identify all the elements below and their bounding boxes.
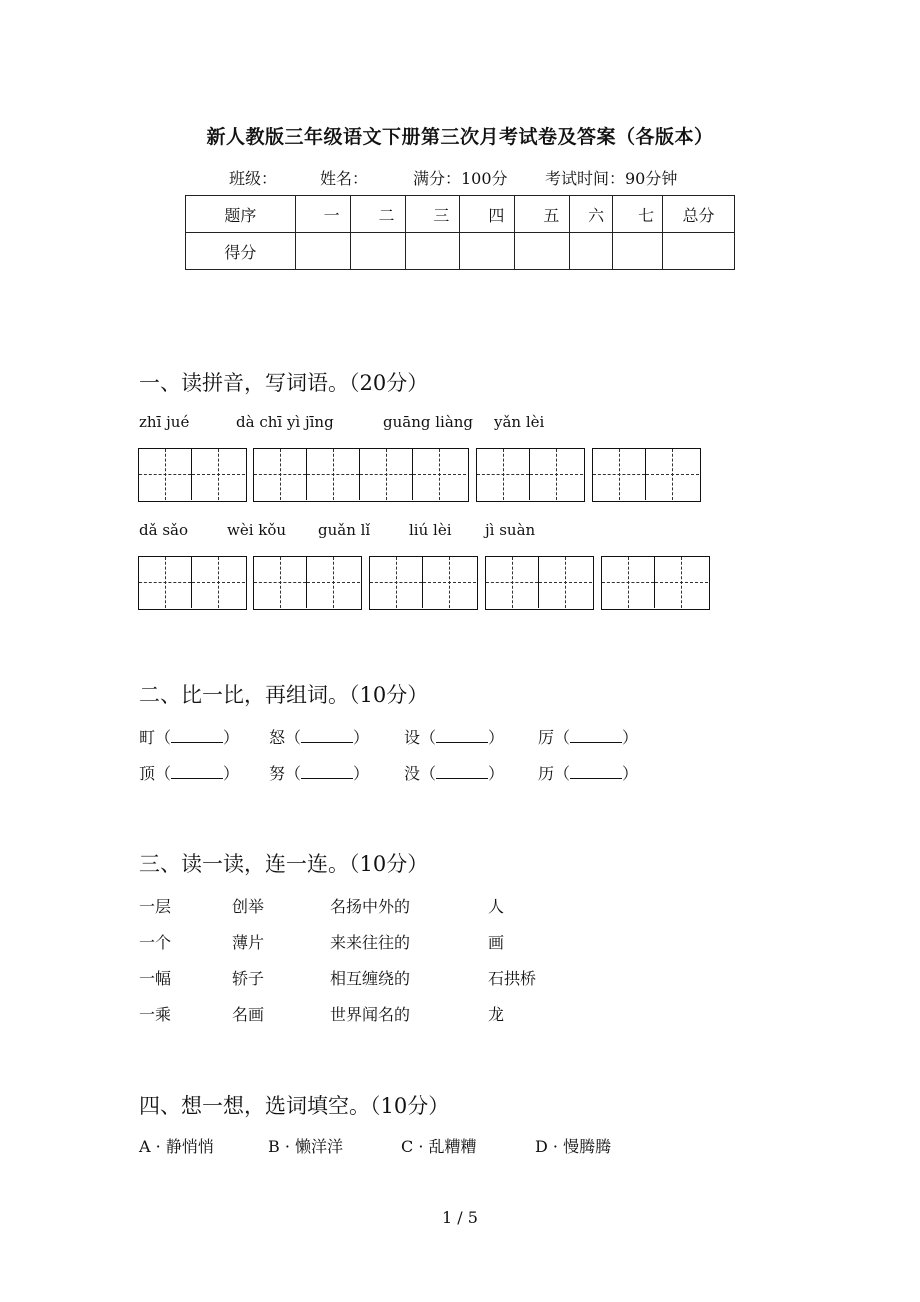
q2-char: 怒（: [269, 728, 302, 747]
close-paren: ）: [353, 728, 370, 747]
close-paren: ）: [223, 728, 240, 747]
q2-char: 努（: [269, 764, 302, 783]
q2-char: 没（: [404, 764, 437, 783]
pinyin-label: guǎn lǐ: [318, 521, 371, 539]
score-cell[interactable]: [663, 233, 735, 270]
q2-item[interactable]: [269, 725, 369, 748]
class-label: 班级：: [229, 169, 278, 188]
pinyin-label: yǎn lèi: [494, 413, 545, 431]
writing-grid[interactable]: [601, 556, 710, 610]
score-cell[interactable]: [405, 233, 460, 270]
q3-word[interactable]: 龙: [488, 1005, 505, 1024]
close-paren: ）: [488, 728, 505, 747]
q1-heading: 一、读拼音，写词语。（20分）: [139, 371, 429, 395]
score-header-cell: 六: [570, 196, 613, 233]
q3-word[interactable]: 名画: [232, 1005, 265, 1024]
score-cell[interactable]: [515, 233, 570, 270]
writing-grid[interactable]: [592, 448, 701, 502]
q3-word[interactable]: 来来往往的: [330, 933, 411, 952]
pinyin-label: dà chī yì jīng: [236, 413, 334, 431]
pinyin-label: guāng liàng: [383, 413, 474, 431]
q2-item[interactable]: [404, 761, 504, 784]
pinyin-label: jì suàn: [485, 521, 536, 539]
q2-char: 顶（: [139, 764, 172, 783]
q2-char: 设（: [404, 728, 437, 747]
answer-blank[interactable]: [171, 764, 223, 779]
score-table-value-row: [186, 233, 735, 270]
exam-time-label: 考试时间：90分钟: [545, 169, 678, 188]
q2-char: 町（: [139, 728, 172, 747]
q3-word[interactable]: 轿子: [232, 969, 265, 988]
q3-word[interactable]: 人: [488, 897, 505, 916]
writing-grid[interactable]: [476, 448, 585, 502]
answer-blank[interactable]: [301, 764, 353, 779]
score-cell[interactable]: [295, 233, 350, 270]
writing-grid[interactable]: [138, 556, 247, 610]
score-header-cell: 总分: [663, 196, 735, 233]
score-header-cell: 题序: [186, 196, 296, 233]
score-header-cell: 二: [350, 196, 405, 233]
q2-heading: 二、比一比，再组词。（10分）: [139, 683, 429, 707]
pinyin-label: wèi kǒu: [227, 521, 287, 539]
q3-word[interactable]: 创举: [232, 897, 265, 916]
score-header-cell: 三: [405, 196, 460, 233]
score-row-label: 得分: [186, 233, 296, 270]
answer-blank[interactable]: [171, 728, 223, 743]
q3-word[interactable]: 名扬中外的: [330, 897, 411, 916]
close-paren: ）: [488, 764, 505, 783]
q2-char: 厉（: [538, 728, 571, 747]
q4-option-b: B · 懒洋洋: [268, 1137, 344, 1156]
score-header-cell: 四: [460, 196, 515, 233]
answer-blank[interactable]: [301, 728, 353, 743]
q3-word[interactable]: 一个: [139, 933, 172, 952]
page-number: 1 / 5: [442, 1208, 478, 1227]
q2-item[interactable]: [538, 725, 638, 748]
q1-pinyin-row-2: [0, 521, 920, 541]
writing-grid[interactable]: [253, 556, 362, 610]
writing-grid[interactable]: [485, 556, 594, 610]
q3-word[interactable]: 一乘: [139, 1005, 172, 1024]
q2-item[interactable]: [404, 725, 504, 748]
writing-grid[interactable]: [369, 556, 478, 610]
pinyin-label: liú lèi: [409, 521, 452, 539]
answer-blank[interactable]: [570, 764, 622, 779]
q3-word[interactable]: 薄片: [232, 933, 265, 952]
score-header-cell: 一: [295, 196, 350, 233]
close-paren: ）: [223, 764, 240, 783]
q3-word[interactable]: 相互缠绕的: [330, 969, 411, 988]
full-score-label: 满分：100分: [413, 169, 508, 188]
q3-word[interactable]: 画: [488, 933, 505, 952]
q3-word[interactable]: 一幅: [139, 969, 172, 988]
q3-heading: 三、读一读，连一连。（10分）: [139, 852, 429, 876]
answer-blank[interactable]: [436, 728, 488, 743]
answer-blank[interactable]: [436, 764, 488, 779]
q2-char: 历（: [538, 764, 571, 783]
score-header-cell: 五: [515, 196, 570, 233]
pinyin-label: dǎ sǎo: [139, 521, 188, 539]
q3-word[interactable]: 世界闻名的: [330, 1005, 411, 1024]
q2-item[interactable]: [139, 761, 239, 784]
q4-heading: 四、想一想，选词填空。（10分）: [139, 1094, 450, 1118]
score-table-header-row: [186, 196, 735, 233]
q3-word[interactable]: 一层: [139, 897, 172, 916]
q3-word[interactable]: 石拱桥: [488, 969, 537, 988]
answer-blank[interactable]: [570, 728, 622, 743]
score-cell[interactable]: [570, 233, 613, 270]
score-table: [185, 195, 735, 270]
q2-item[interactable]: [538, 761, 638, 784]
q2-item[interactable]: [269, 761, 369, 784]
score-cell[interactable]: [350, 233, 405, 270]
q4-option-c: C · 乱糟糟: [401, 1137, 477, 1156]
pinyin-label: zhī jué: [139, 413, 190, 431]
score-cell[interactable]: [460, 233, 515, 270]
score-header-cell: 七: [613, 196, 663, 233]
q4-option-a: A · 静悄悄: [139, 1137, 214, 1156]
writing-grid[interactable]: [253, 448, 469, 502]
score-cell[interactable]: [613, 233, 663, 270]
page-title: 新人教版三年级语文下册第三次月考试卷及答案（各版本）: [206, 126, 714, 148]
close-paren: ）: [353, 764, 370, 783]
close-paren: ）: [622, 764, 639, 783]
writing-grid[interactable]: [138, 448, 247, 502]
q2-item[interactable]: [139, 725, 239, 748]
close-paren: ）: [622, 728, 639, 747]
q4-option-d: D · 慢腾腾: [535, 1137, 612, 1156]
name-label: 姓名：: [320, 169, 369, 188]
q1-pinyin-row-1: [0, 413, 920, 433]
